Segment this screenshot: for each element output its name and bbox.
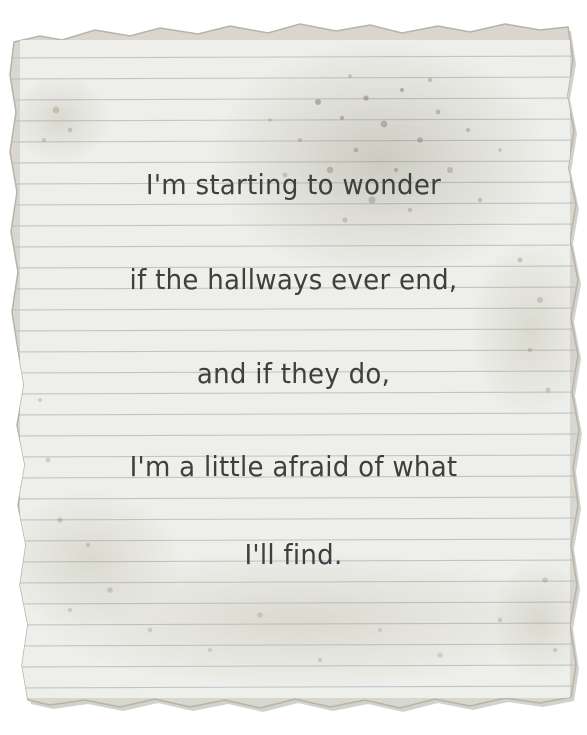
note-line-4: I'm a little afraid of what: [129, 450, 458, 483]
note-line-2: if the hallways ever end,: [129, 263, 458, 296]
note-line-1: I'm starting to wonder: [145, 168, 442, 201]
note-line-5: I'll find.: [244, 538, 343, 571]
note-line-3: and if they do,: [196, 357, 391, 390]
